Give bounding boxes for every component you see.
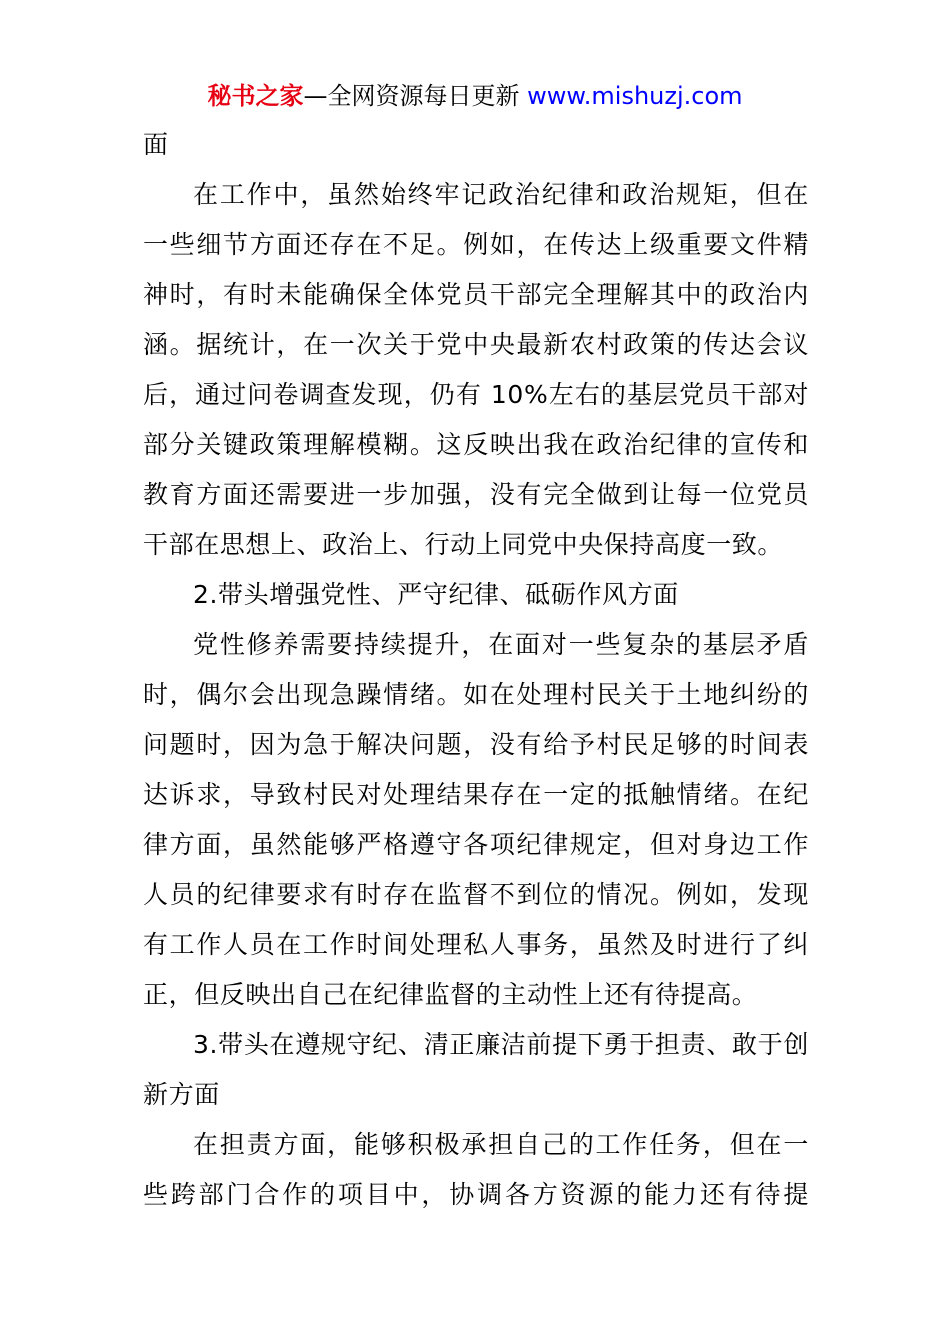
paragraph-first-line: 在工作中，虽然始终牢记政治纪律和政治规矩，但在 [193, 180, 809, 209]
brand-name: 秘书之家 [207, 82, 304, 110]
text-line: 部分关键政策理解模糊。这反映出我在政治纪律的宣传和 [143, 430, 809, 459]
text-line: 后，通过问卷调查发现，仍有 10%左右的基层党员干部对 [143, 380, 809, 409]
header-tagline: —全网资源每日更新 [303, 82, 520, 110]
section-heading: 3.带头在遵规守纪、清正廉洁前提下勇于担责、敢于创 [193, 1030, 809, 1059]
text-line: 面 [143, 130, 169, 159]
text-line: 干部在思想上、政治上、行动上同党中央保持高度一致。 [143, 530, 784, 559]
text-line: 一些细节方面还存在不足。例如，在传达上级重要文件精 [143, 230, 809, 259]
paragraph-first-line: 在担责方面，能够积极承担自己的工作任务，但在一 [193, 1130, 809, 1159]
text-line: 问题时，因为急于解决问题，没有给予村民足够的时间表 [143, 730, 809, 759]
text-line: 些跨部门合作的项目中，协调各方资源的能力还有待提 [143, 1180, 809, 1209]
text-line: 律方面，虽然能够严格遵守各项纪律规定，但对身边工作 [143, 830, 809, 859]
paragraph-first-line: 党性修养需要持续提升，在面对一些复杂的基层矛盾 [193, 630, 809, 659]
text-line: 时，偶尔会出现急躁情绪。如在处理村民关于土地纠纷的 [143, 680, 809, 709]
section-heading-continued: 新方面 [143, 1080, 220, 1109]
text-line: 教育方面还需要进一步加强，没有完全做到让每一位党员 [143, 480, 809, 509]
text-line: 达诉求，导致村民对处理结果存在一定的抵触情绪。在纪 [143, 780, 809, 809]
page-header [0, 80, 950, 112]
text-line: 正，但反映出自己在纪律监督的主动性上还有待提高。 [143, 980, 758, 1009]
text-line: 涵。据统计，在一次关于党中央最新农村政策的传达会议 [143, 330, 809, 359]
document-body [143, 120, 809, 1220]
text-line: 有工作人员在工作时间处理私人事务，虽然及时进行了纠 [143, 930, 809, 959]
text-line: 神时，有时未能确保全体党员干部完全理解其中的政治内 [143, 280, 809, 309]
section-heading: 2.带头增强党性、严守纪律、砥砺作风方面 [193, 580, 679, 609]
text-line: 人员的纪律要求有时存在监督不到位的情况。例如，发现 [143, 880, 809, 909]
site-url-link[interactable]: www.mishuzj.com [527, 82, 743, 110]
